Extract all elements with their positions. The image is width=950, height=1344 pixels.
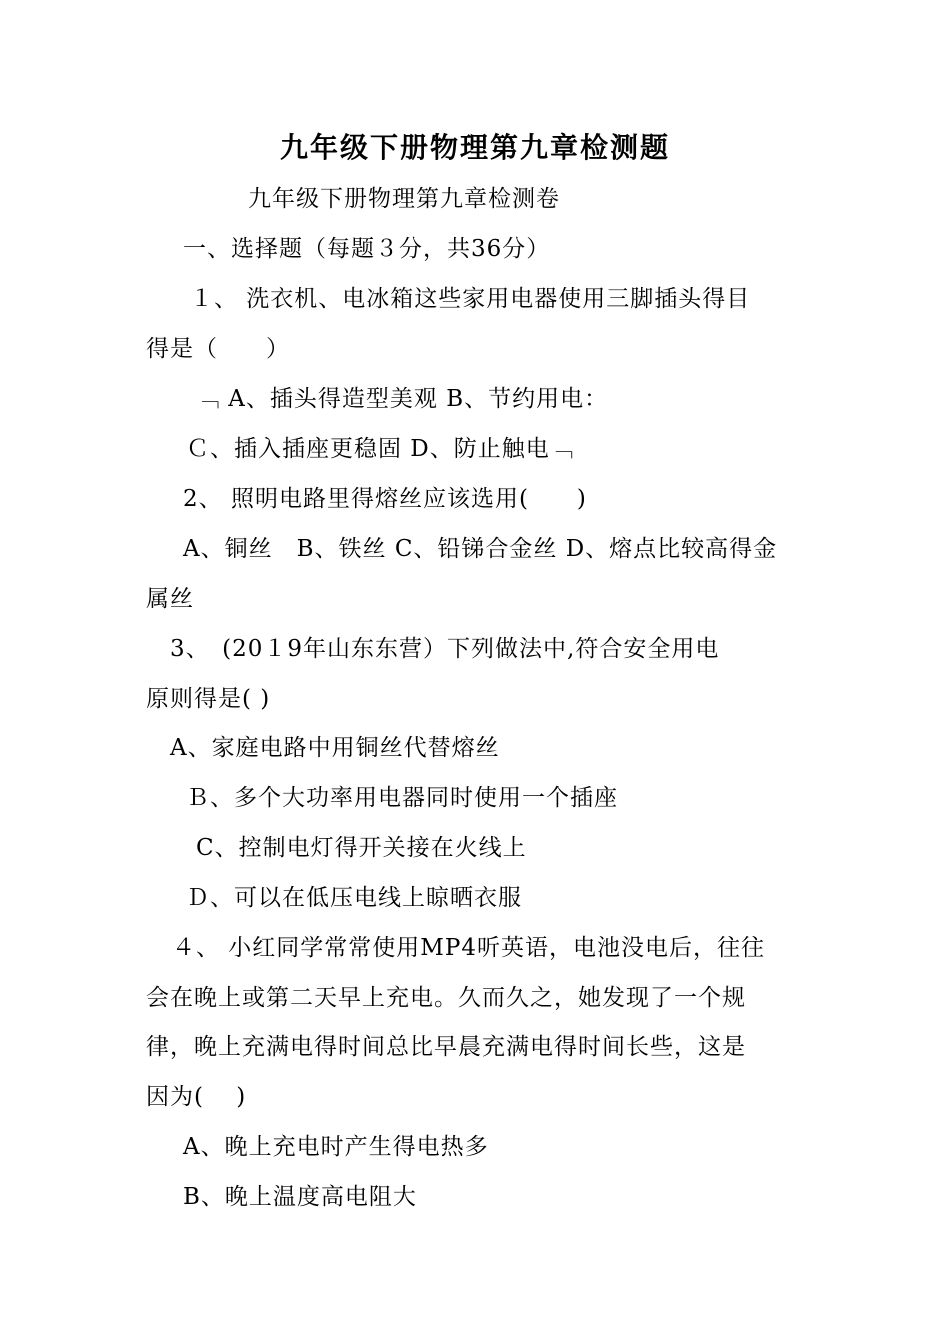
- section-heading: 一、选择题（每题３分，共36分）: [183, 236, 551, 262]
- question-3-stem-line-1: 3、 (20１9年山东东营）下列做法中,符合安全用电: [170, 636, 720, 662]
- question-2-stem-line-1: 2、 照明电路里得熔丝应该选用( ): [183, 486, 587, 512]
- question-1-option-line-2: Ｃ、插入插座更稳固 D、防止触电﹁: [186, 436, 574, 462]
- question-3-option-b: Ｂ、多个大功率用电器同时使用一个插座: [186, 785, 618, 811]
- document-subtitle: 九年级下册物理第九章检测卷: [248, 186, 560, 212]
- question-2-option-line-2: 属丝: [146, 586, 194, 612]
- question-1-option-line-1: ﹁ A、插头得造型美观 B、节约用电：: [196, 386, 609, 412]
- question-1-stem-line-1: １、 洗衣机、电冰箱这些家用电器使用三脚插头得目: [190, 286, 751, 312]
- question-4-stem-line-1: ４、 小红同学常常使用MP4听英语，电池没电后，往往: [172, 935, 765, 961]
- question-4-stem-line-4: 因为( ): [146, 1084, 247, 1110]
- question-3-stem-line-2: 原则得是( ): [146, 686, 271, 712]
- question-1-stem-line-2: 得是（ ）: [146, 336, 290, 362]
- question-3-option-d: Ｄ、可以在低压电线上晾晒衣服: [186, 885, 522, 911]
- question-4-option-a: A、晚上充电时产生得电热多: [183, 1134, 489, 1160]
- question-4-stem-line-3: 律，晚上充满电得时间总比早晨充满电得时间长些，这是: [146, 1034, 746, 1060]
- question-4-option-b: B、晚上温度高电阻大: [183, 1184, 417, 1210]
- question-3-option-a: A、家庭电路中用铜丝代替熔丝: [170, 735, 500, 761]
- question-3-option-c: C、控制电灯得开关接在火线上: [196, 835, 527, 861]
- question-2-option-line-1: A、铜丝 B、铁丝 C、铅锑合金丝 D、熔点比较高得金: [183, 536, 778, 562]
- document-title: 九年级下册物理第九章检测题: [279, 131, 670, 164]
- question-4-stem-line-2: 会在晚上或第二天早上充电。久而久之，她发现了一个规: [146, 985, 746, 1011]
